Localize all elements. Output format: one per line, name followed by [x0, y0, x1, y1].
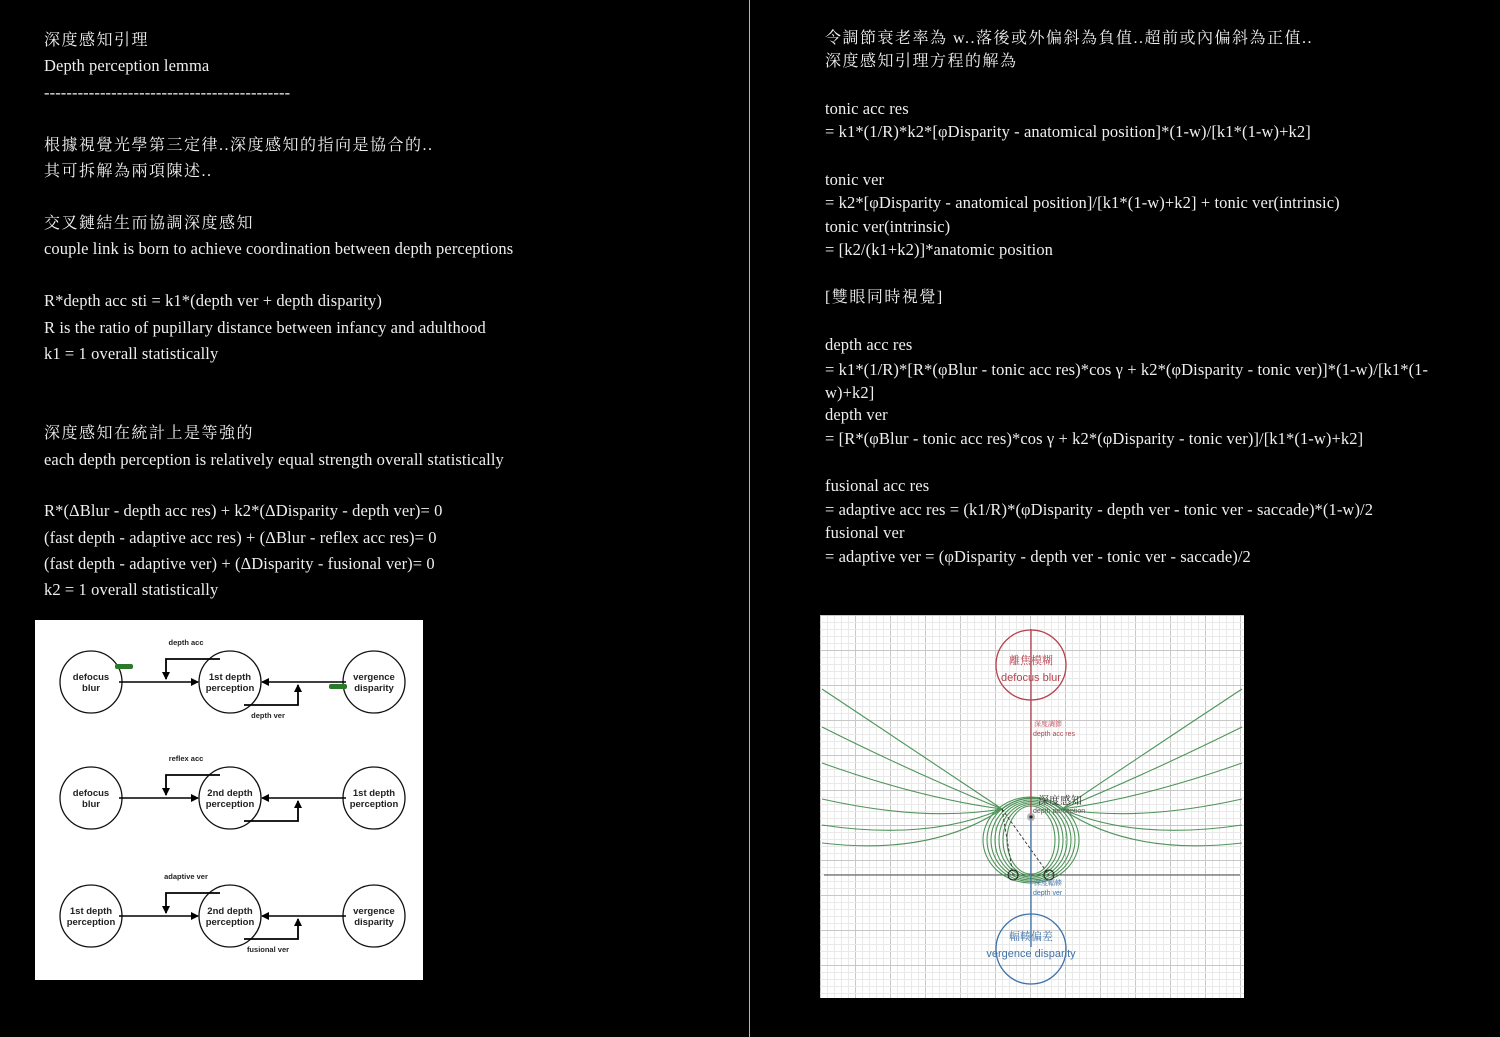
intro-zh-2: 其可拆解為兩項陳述..	[44, 163, 213, 180]
fusional-acc-res-equation: = adaptive acc res = (k1/R)*(φDisparity - depth ver - tonic ver - saccade)*(1-w)/2	[825, 500, 1374, 519]
node-label: defocus	[72, 788, 110, 799]
right-intro-zh-1: 令調節衰老率為 w..落後或外偏斜為負值..超前或內偏斜為正值..	[825, 30, 1314, 47]
section2-equation-1: R*(ΔBlur - depth acc res) + k2*(ΔDisparity - depth ver)= 0	[44, 501, 443, 520]
top-feedback-label: adaptive ver	[164, 872, 208, 881]
tonic-acc-res-equation: = k1*(1/R)*k2*[φDisparity - anatomical position]*(1-w)/[k1*(1-w)+k2]	[825, 122, 1311, 141]
depth-ver-label-en: depth ver	[1033, 890, 1063, 897]
section1-equation-2: R is the ratio of pupillary distance between infancy and adulthood	[44, 318, 486, 337]
node-label: perception	[349, 799, 399, 810]
depth-perception-flow-diagram	[35, 620, 423, 980]
fusional-ver-label: fusional ver	[825, 523, 905, 542]
section2-equation-4: k2 = 1 overall statistically	[44, 580, 219, 599]
depth-ver-equation: = [R*(φBlur - tonic acc res)*cos γ + k2*(φDisparity - tonic ver)]/[k1*(1-w)+k2]	[825, 429, 1364, 448]
binocular-heading: [雙眼同時視覺]	[825, 289, 944, 306]
node-label: disparity	[354, 683, 394, 694]
node-label: vergence	[353, 672, 395, 683]
node-label: perception	[205, 683, 255, 694]
tonic-ver-intrinsic-equation: = [k2/(k1+k2)]*anatomic position	[825, 240, 1054, 259]
diagram-row	[60, 754, 405, 829]
section1-equation-1: R*depth acc sti = k1*(depth ver + depth disparity)	[44, 291, 382, 310]
depth-acc-res-label: depth acc res	[825, 335, 913, 354]
fusional-acc-res-label: fusional acc res	[825, 476, 930, 495]
section1-heading-zh: 交叉鏈結生而協調深度感知	[44, 215, 255, 232]
green-curve	[1062, 809, 1242, 846]
node-label: 2nd depth	[207, 788, 253, 799]
bottom-feedback-label: depth ver	[251, 711, 285, 720]
flow-diagram-svg	[35, 620, 423, 980]
bottom-feedback-label: fusional ver	[246, 945, 290, 954]
tonic-ver-label: tonic ver	[825, 170, 885, 189]
diagram-row	[60, 872, 405, 954]
node-label: 1st depth	[352, 788, 396, 799]
section1-heading-en: couple link is born to achieve coordination between depth perceptions	[44, 239, 514, 258]
perception-point	[1029, 815, 1032, 818]
green-tag	[329, 684, 347, 689]
node-label: 1st depth	[208, 672, 252, 683]
section2-equation-3: (fast depth - adaptive ver) + (ΔDisparity - fusional ver)= 0	[44, 554, 435, 573]
vergence-disparity-label-zh: 輻輳偏差	[1009, 931, 1053, 943]
depth-perception-label-zh: 深度感知	[1038, 795, 1082, 807]
node-label: vergence	[353, 906, 395, 917]
fusional-ver-equation: = adaptive ver = (φDisparity - depth ver - tonic ver - saccade)/2	[825, 547, 1251, 566]
tonic-ver-intrinsic-label: tonic ver(intrinsic)	[825, 217, 951, 236]
depth-perception-graph	[820, 615, 1244, 998]
section1-equation-3: k1 = 1 overall statistically	[44, 344, 219, 363]
depth-acc-label-zh: 深度調節	[1034, 721, 1062, 728]
tonic-ver-equation: = k2*[φDisparity - anatomical position]/[k1*(1-w)+k2] + tonic ver(intrinsic)	[825, 193, 1340, 212]
depth-ver-label-zh: 深度輻輳	[1034, 880, 1062, 887]
depth-acc-label-en: depth acc res	[1033, 731, 1076, 738]
node-label: perception	[66, 917, 116, 928]
title-en: Depth perception lemma	[44, 56, 210, 75]
separator: --------------------------------------------	[44, 83, 291, 102]
node-label: blur	[82, 799, 100, 810]
right-intro-zh-2: 深度感知引理方程的解為	[825, 53, 1018, 70]
left-page	[0, 0, 749, 1037]
node-label: defocus	[72, 672, 110, 683]
node-label: blur	[82, 683, 100, 694]
vergence-disparity-label-en: vergence disparity	[986, 948, 1076, 960]
diagram-row	[60, 638, 405, 720]
depth-ver-label: depth ver	[825, 405, 888, 424]
title-zh: 深度感知引理	[44, 32, 150, 49]
intro-zh-1: 根據視覺光學第三定律..深度感知的指向是協合的..	[44, 137, 434, 154]
section2-equation-2: (fast depth - adaptive acc res) + (ΔBlur - reflex acc res)= 0	[44, 528, 437, 547]
depth-acc-res-equation: = k1*(1/R)*[R*(φBlur - tonic acc res)*cos γ + k2*(φDisparity - tonic ver)]*(1-w)/[k1*(1-w)+k2]	[825, 360, 1429, 402]
node-label: perception	[205, 799, 255, 810]
tonic-acc-res-label: tonic acc res	[825, 99, 909, 118]
section2-heading-zh: 深度感知在統計上是等強的	[44, 425, 255, 442]
green-curve	[1062, 727, 1242, 809]
top-feedback-label: depth acc	[168, 638, 204, 647]
node-label: perception	[205, 917, 255, 928]
node-label: 1st depth	[69, 906, 113, 917]
node-label: disparity	[354, 917, 394, 928]
green-tag	[115, 664, 133, 669]
depth-perception-label-en: depth perception	[1033, 808, 1086, 815]
top-feedback-label: reflex acc	[168, 754, 204, 763]
defocus-blur-label-en: defocus blur	[1001, 672, 1061, 684]
section2-heading-en: each depth perception is relatively equal strength overall statistically	[44, 450, 504, 469]
node-label: 2nd depth	[207, 906, 253, 917]
defocus-blur-label-zh: 離焦模糊	[1009, 655, 1053, 667]
graph-svg	[820, 615, 1244, 998]
